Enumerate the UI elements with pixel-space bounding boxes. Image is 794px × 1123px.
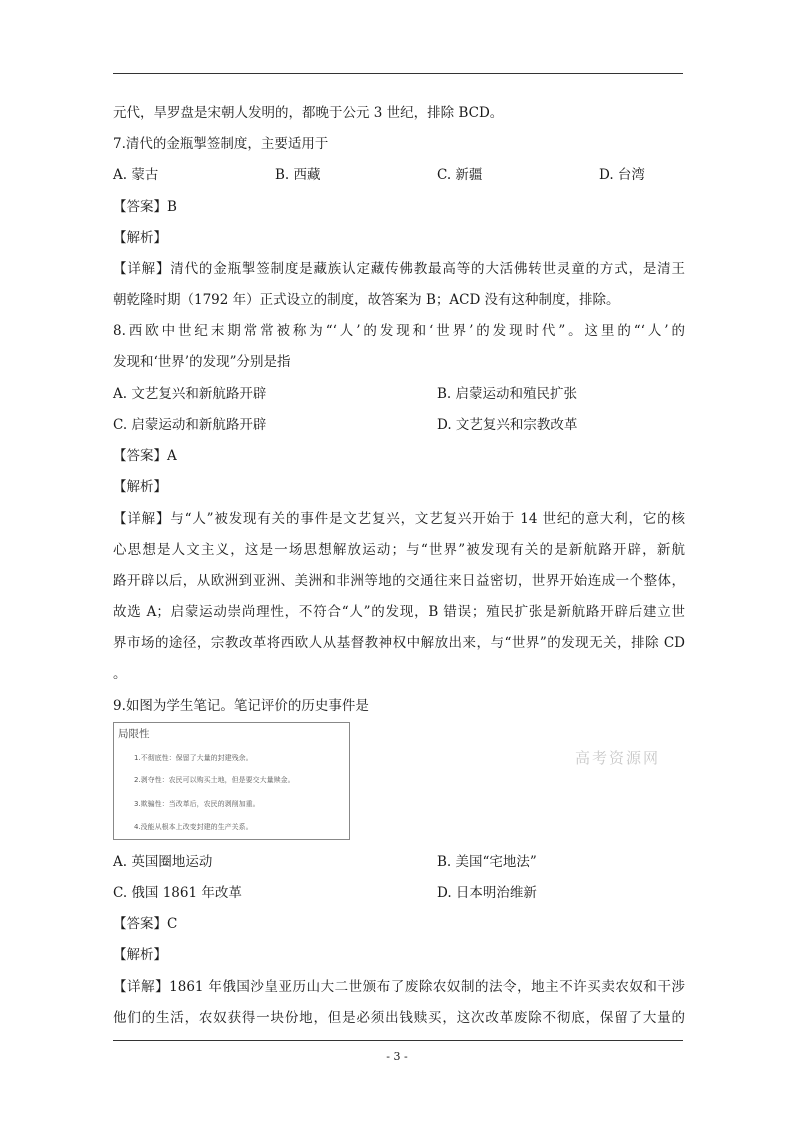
- q8-analysis-label: 【解析】: [113, 479, 167, 495]
- figure-item: 1.不彻底性：保留了大量的封建残余。: [134, 754, 253, 762]
- q9-detail-line: 【详解】1861 年俄国沙皇亚历山大二世颁布了废除农奴制的法令，地主不许买卖农奴和干涉: [113, 979, 685, 995]
- q9-answer: 【答案】C: [113, 916, 178, 932]
- q8-detail-line: 故选 A；启蒙运动崇尚理性，不符合“人”的发现，B 错误；殖民扩张是新航路开辟后建立世: [113, 604, 685, 620]
- header-rule: [113, 73, 683, 74]
- q8-question-line: 发现和‘世界’的发现”分别是指: [113, 354, 291, 370]
- q7-analysis-label: 【解析】: [113, 230, 167, 246]
- page-number: - 3 -: [386, 1050, 408, 1063]
- q9-option-d: D. 日本明治维新: [437, 885, 537, 901]
- figure-item: 3.欺骗性：当改革后，农民的剥削加重。: [134, 800, 260, 808]
- q8-option-a: A. 文艺复兴和新航路开辟: [113, 386, 267, 402]
- q8-detail-line: 界市场的途径，宗教改革将西欧人从基督教神权中解放出来，与“世界”的发现无关，排除 CD: [113, 635, 685, 651]
- q7-option-c: C. 新疆: [437, 167, 483, 183]
- q7-question: 7.清代的金瓶掣签制度，主要适用于: [113, 136, 329, 152]
- q9-option-b: B. 美国“宅地法”: [437, 854, 537, 870]
- q7-detail-line: 朝乾隆时期（1792 年）正式设立的制度，故答案为 B；ACD 没有这种制度，排除。: [113, 292, 620, 308]
- q8-option-c: C. 启蒙运动和新航路开辟: [113, 417, 267, 433]
- figure-title: 局限性: [118, 728, 150, 740]
- q8-detail-line: 。: [113, 666, 127, 682]
- q7-option-a: A. 蒙古: [113, 167, 159, 183]
- q9-option-a: A. 英国圈地运动: [113, 854, 213, 870]
- q8-detail-line: 路开辟以后，从欧洲到亚洲、美洲和非洲等地的交通往来日益密切，世界开始连成一个整体，: [113, 573, 685, 589]
- q8-option-d: D. 文艺复兴和宗教改革: [437, 417, 578, 433]
- q8-detail-line: 心思想是人文主义，这是一场思想解放运动；与“世界”被发现有关的是新航路开辟，新航: [113, 542, 685, 558]
- footer-rule: [113, 1040, 683, 1041]
- q9-question: 9.如图为学生笔记。笔记评价的历史事件是: [113, 698, 369, 714]
- intro-line: 元代，旱罗盘是宋朝人发明的，都晚于公元 3 世纪，排除 BCD。: [113, 105, 504, 121]
- q7-detail-line: 【详解】清代的金瓶掣签制度是藏族认定藏传佛教最高等的大活佛转世灵童的方式，是清王: [113, 261, 685, 277]
- q8-answer: 【答案】A: [113, 448, 177, 464]
- q7-option-b: B. 西藏: [275, 167, 321, 183]
- q8-detail-line: 【详解】与“人”被发现有关的事件是文艺复兴，文艺复兴开始于 14 世纪的意大利，它的核: [113, 511, 685, 527]
- q8-option-b: B. 启蒙运动和殖民扩张: [437, 386, 578, 402]
- figure-item: 4.没能从根本上改变封建的生产关系。: [134, 823, 253, 831]
- q7-option-d: D. 台湾: [599, 167, 645, 183]
- q9-option-c: C. 俄国 1861 年改革: [113, 885, 242, 901]
- watermark: 高考资源网: [575, 749, 661, 767]
- q9-analysis-label: 【解析】: [113, 947, 167, 963]
- student-notes-figure: [113, 722, 350, 840]
- figure-item: 2.剥夺性：农民可以购买土地，但是要交大量赎金。: [134, 776, 295, 784]
- q9-detail-line: 他们的生活，农奴获得一块份地，但是必须出钱赎买，这次改革废除不彻底，保留了大量的: [113, 1010, 685, 1026]
- q8-question-line: 8.西欧中世纪末期常常被称为“‘人’的发现和‘世界’的发现时代”。这里的“‘人’的: [113, 323, 685, 339]
- q7-answer: 【答案】B: [113, 199, 177, 215]
